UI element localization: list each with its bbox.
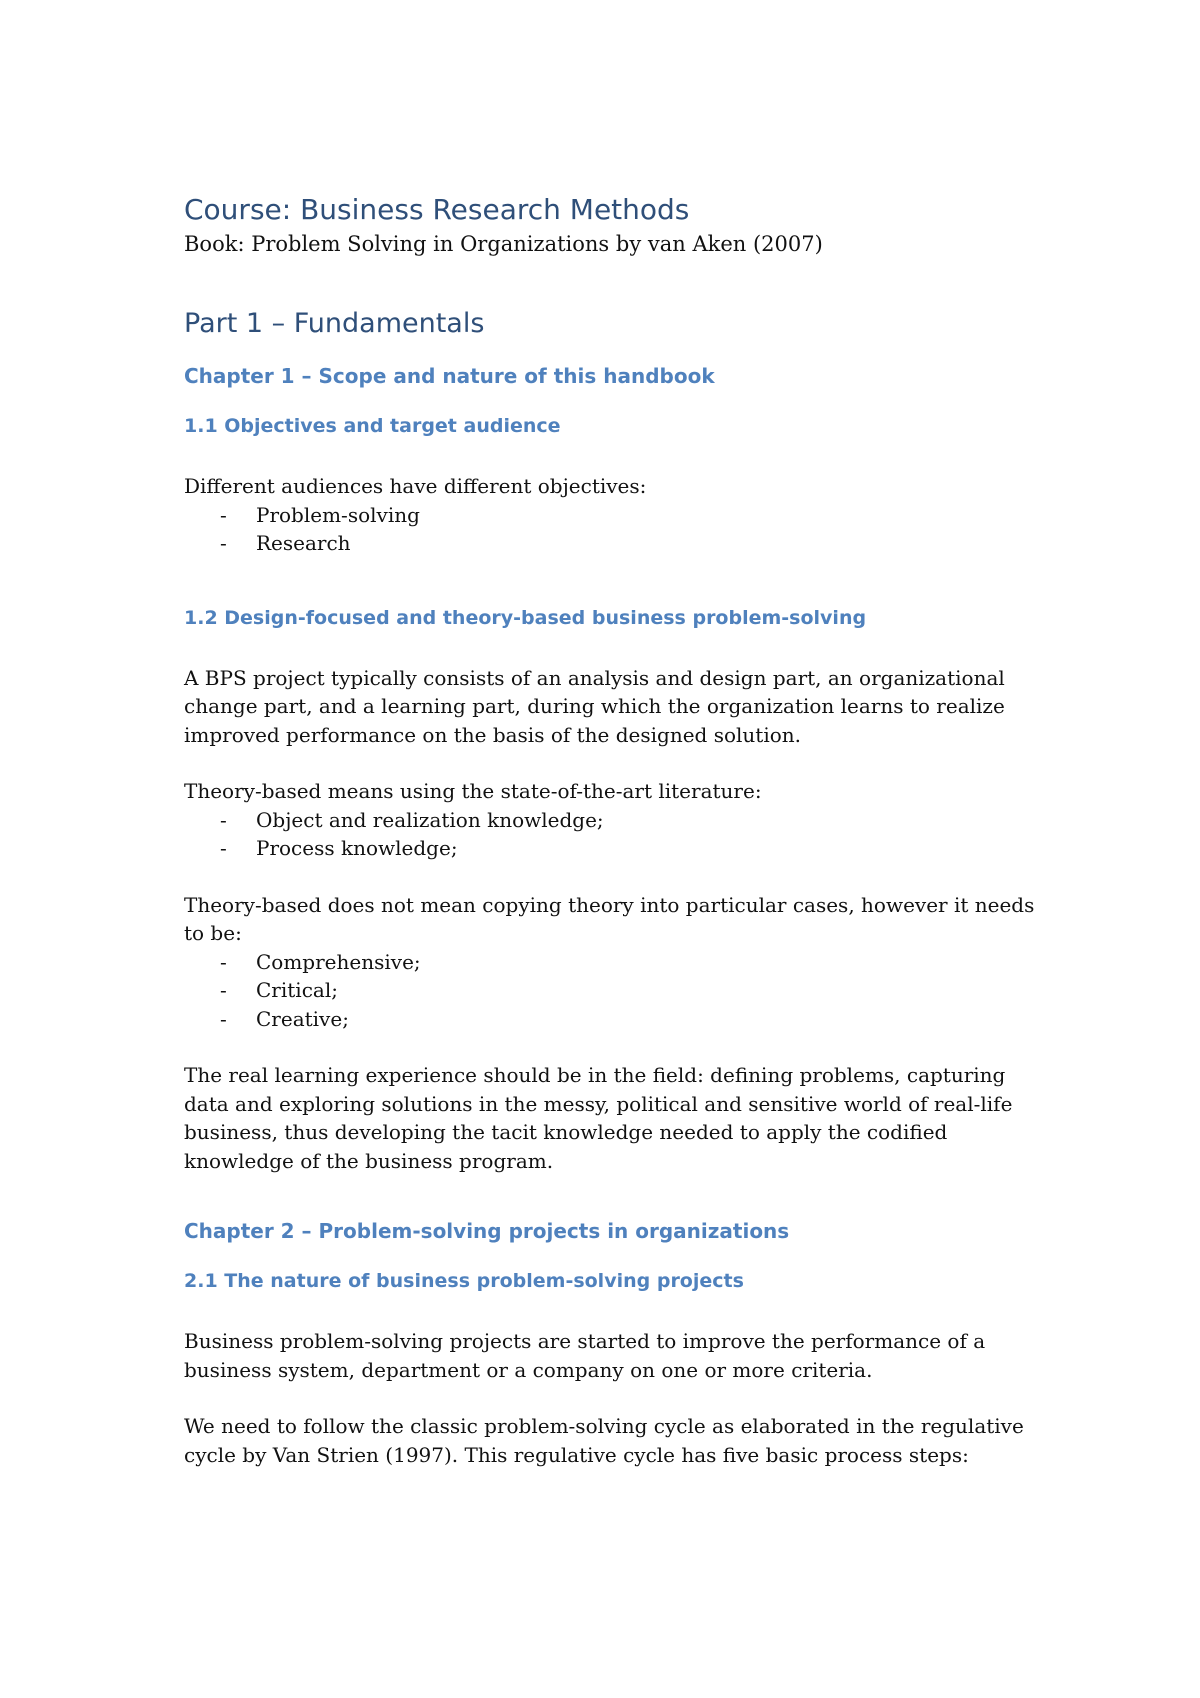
part-title: Part 1 – Fundamentals — [184, 308, 485, 339]
theory-list — [184, 806, 1044, 863]
course-title: Course: Business Research Methods — [184, 193, 690, 226]
list-item: - Research — [184, 529, 1044, 558]
list-item: - Problem-solving — [184, 501, 1044, 530]
dash-bullet: - — [220, 949, 227, 974]
bps-projects-paragraph: Business problem-solving projects are started to improve the performance of a business system, department or a company on one or more criteria. — [184, 1329, 986, 1382]
chapter-1-title: Chapter 1 – Scope and nature of this handbook — [184, 364, 715, 388]
dash-bullet: - — [220, 1006, 227, 1031]
real-learning-paragraph: The real learning experience should be in the field: defining problems, capturing data and exploring solutions in the messy, political and sensitive world of real-life business, thus developing the tacit knowledge needed to apply the codified knowledge of the business program. — [184, 1063, 1013, 1173]
theory-needs-intro: Theory-based does not mean copying theory into particular cases, however it needs to be: — [184, 892, 1035, 945]
list-item: - Critical; — [184, 976, 1044, 1005]
audiences-intro: Different audiences have different objectives: — [184, 474, 647, 498]
section-1-2-title: 1.2 Design-focused and theory-based business problem-solving — [184, 606, 867, 629]
audiences-list — [184, 501, 1044, 558]
section-2-1-title: 2.1 The nature of business problem-solving projects — [184, 1270, 744, 1292]
list-item: - Creative; — [184, 1005, 1044, 1034]
list-item: - Object and realization knowledge; — [184, 806, 1044, 835]
chapter-2-title: Chapter 2 – Problem-solving projects in organizations — [184, 1219, 790, 1243]
needs-list — [184, 948, 1044, 1034]
dash-bullet: - — [220, 502, 227, 527]
page-content — [184, 192, 1044, 1469]
theory-based-intro: Theory-based means using the state-of-the-art literature: — [184, 779, 762, 803]
book-line: Book: Problem Solving in Organizations by van Aken (2007) — [184, 232, 823, 256]
section-1-1-title: 1.1 Objectives and target audience — [184, 415, 561, 437]
bps-project-paragraph: A BPS project typically consists of an analysis and design part, an organizational change part, and a learning part, during which the organization learns to realize improved performance on the basis of the designed solution. — [184, 665, 1005, 747]
list-item: - Comprehensive; — [184, 948, 1044, 977]
dash-bullet: - — [220, 836, 227, 860]
list-item: - Process knowledge; — [184, 834, 1044, 863]
dash-bullet: - — [220, 807, 227, 832]
dash-bullet: - — [220, 978, 227, 1002]
regulative-cycle-paragraph: We need to follow the classic problem-solving cycle as elaborated in the regulative cycle by Van Strien (1997). This regulative cycle has five basic process steps: — [184, 1414, 1024, 1467]
dash-bullet: - — [220, 531, 227, 555]
